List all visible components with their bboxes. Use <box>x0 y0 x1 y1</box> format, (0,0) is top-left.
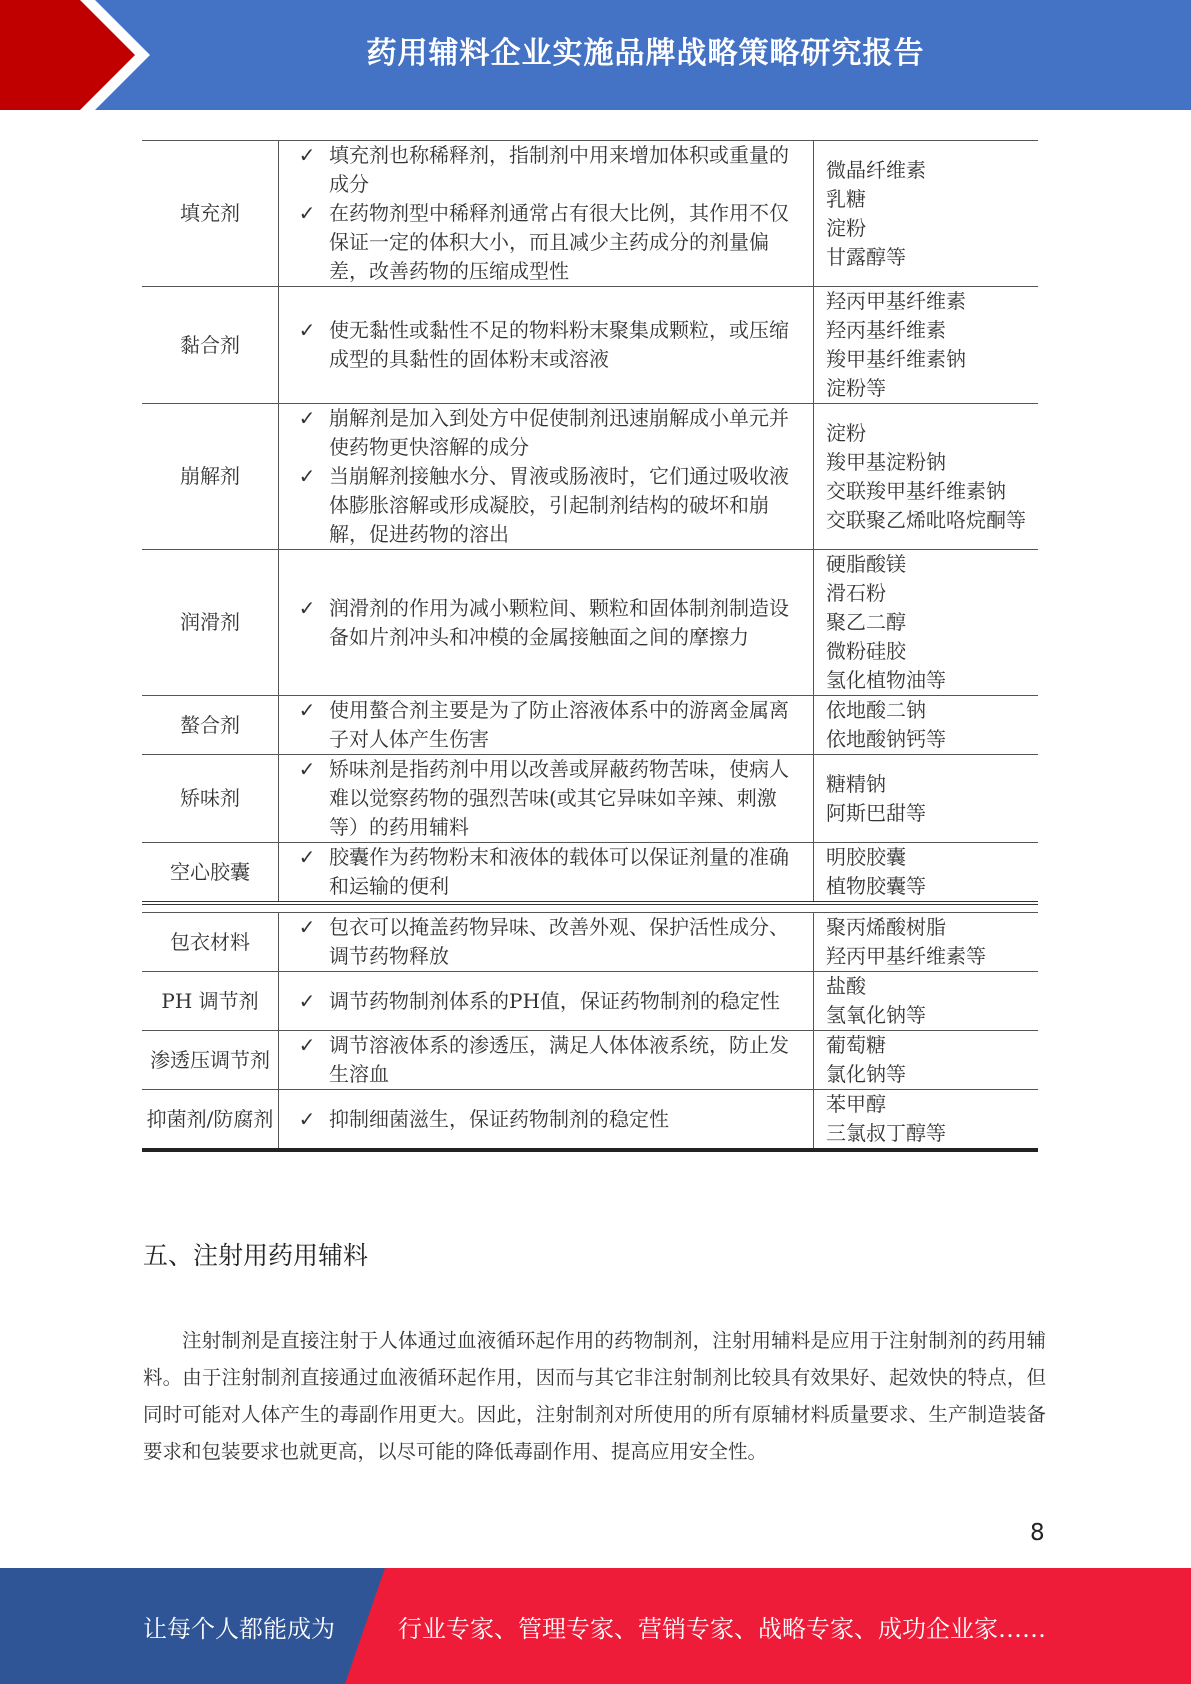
description-text: 胶囊作为药物粉末和液体的载体可以保证剂量的准确和运输的便利 <box>329 845 789 898</box>
excipient-description <box>279 287 814 404</box>
check-icon: ✓ <box>298 201 316 225</box>
check-icon: ✓ <box>298 143 316 167</box>
excipient-name: 渗透压调节剂 <box>142 1031 279 1090</box>
excipient-description <box>279 972 814 1031</box>
excipient-name: PH 调节剂 <box>142 972 279 1031</box>
excipient-table-2 <box>142 912 1038 1152</box>
description-item <box>285 755 805 842</box>
excipient-examples <box>814 755 1039 843</box>
header-chevron-decoration <box>0 0 160 110</box>
report-title: 药用辅料企业实施品牌战略策略研究报告 <box>366 36 925 71</box>
example-item: 阿斯巴甜等 <box>826 800 926 825</box>
check-icon: ✓ <box>298 988 316 1013</box>
check-icon: ✓ <box>298 595 316 620</box>
description-text: 抑制细菌滋生，保证药物制剂的稳定性 <box>329 1106 669 1131</box>
example-item: 氢氧化钠等 <box>826 1003 926 1027</box>
check-icon: ✓ <box>298 318 316 342</box>
table-row <box>142 404 1038 550</box>
footer-slogan-right: 行业专家、管理专家、营销专家、战略专家、成功企业家…… <box>398 1614 1046 1643</box>
check-icon: ✓ <box>298 698 316 722</box>
body-paragraph: 注射制剂是直接注射于人体通过血液循环起作用的药物制剂，注射用辅料是应用于注射制剂的药用辅料。由于注射制剂直接通过血液循环起作用，因而与其它非注射制剂比较具有效果好、起效快的特点，但同时可能对人体产生的毒副作用更大。因此，注射制剂对所使用的所有原辅材料质量要求、生产制造装备要求和包装要求也就更高，以尽可能的降低毒副作用、提高应用安全性。 <box>143 1329 1046 1463</box>
excipient-examples <box>814 843 1039 904</box>
description-text: 当崩解剂接触水分、胃液或肠液时，它们通过吸收液体膨胀溶解或形成凝胶，引起制剂结构的破坏和崩解，促进药物的溶出 <box>329 464 789 546</box>
check-icon: ✓ <box>298 845 316 869</box>
description-item <box>285 316 805 374</box>
table-row <box>142 1090 1038 1151</box>
example-item: 淀粉等 <box>826 376 886 400</box>
example-item: 羧甲基淀粉钠 <box>826 449 946 474</box>
description-text: 在药物剂型中稀释剂通常占有很大比例，其作用不仅保证一定的体积大小，而且减少主药成分的剂量偏差，改善药物的压缩成型性 <box>329 201 789 283</box>
excipient-examples <box>814 913 1039 972</box>
excipient-description <box>279 550 814 696</box>
example-item: 氢化植物油等 <box>826 668 946 692</box>
example-item: 聚乙二醇 <box>826 610 906 634</box>
excipient-name: 崩解剂 <box>142 404 279 550</box>
section-heading: 五、注射用药用辅料 <box>143 1241 369 1270</box>
excipient-name: 填充剂 <box>142 141 279 287</box>
table-row <box>142 755 1038 843</box>
table-row <box>142 972 1038 1031</box>
excipient-description <box>279 1031 814 1090</box>
example-item: 羧甲基纤维素钠 <box>826 347 966 371</box>
description-item <box>285 1105 805 1134</box>
excipient-description <box>279 141 814 287</box>
example-item: 聚丙烯酸树脂 <box>826 915 946 939</box>
excipient-examples <box>814 972 1039 1031</box>
excipient-name: 黏合剂 <box>142 287 279 404</box>
excipient-name: 抑菌剂/防腐剂 <box>142 1090 279 1151</box>
description-item <box>285 594 805 652</box>
description-text: 矫味剂是指药剂中用以改善或屏蔽药物苦味，使病人难以觉察药物的强烈苦味(或其它异味如辛辣、刺激等）的药用辅料 <box>329 757 789 839</box>
example-item: 苯甲醇 <box>826 1092 886 1116</box>
example-item: 羟丙甲基纤维素等 <box>826 944 986 968</box>
description-text: 润滑剂的作用为减小颗粒间、颗粒和固体制剂制造设备如片剂冲头和冲模的金属接触面之间的摩擦力 <box>329 595 789 649</box>
check-icon: ✓ <box>298 757 316 781</box>
check-icon: ✓ <box>298 406 316 430</box>
table-row <box>142 550 1038 696</box>
description-item <box>285 141 805 199</box>
excipient-examples <box>814 1090 1039 1151</box>
description-item <box>285 462 805 549</box>
example-item: 交联羧甲基纤维素钠 <box>826 478 1006 503</box>
description-item <box>285 987 805 1016</box>
table-row <box>142 843 1038 904</box>
description-item <box>285 913 805 971</box>
excipient-name: 包衣材料 <box>142 913 279 972</box>
description-text: 使用螯合剂主要是为了防止溶液体系中的游离金属离子对人体产生伤害 <box>329 698 789 751</box>
table-row <box>142 913 1038 972</box>
footer-slogan-left: 让每个人都能成为 <box>143 1614 335 1643</box>
example-item: 交联聚乙烯吡咯烷酮等 <box>826 507 1026 532</box>
excipient-description <box>279 696 814 755</box>
excipient-name: 空心胶囊 <box>142 843 279 904</box>
excipient-examples <box>814 696 1039 755</box>
excipient-name: 矫味剂 <box>142 755 279 843</box>
excipient-examples <box>814 550 1039 696</box>
excipient-description <box>279 755 814 843</box>
description-text: 填充剂也称稀释剂，指制剂中用来增加体积或重量的成分 <box>329 143 789 196</box>
description-item <box>285 1031 805 1089</box>
description-item <box>285 843 805 901</box>
page-header <box>0 0 1191 110</box>
check-icon: ✓ <box>298 1106 316 1131</box>
table-row <box>142 141 1038 287</box>
example-item: 三氯叔丁醇等 <box>826 1121 946 1145</box>
table-row <box>142 696 1038 755</box>
check-icon: ✓ <box>298 1033 316 1057</box>
excipient-description <box>279 404 814 550</box>
example-item: 氯化钠等 <box>826 1062 906 1086</box>
check-icon: ✓ <box>298 464 316 488</box>
example-item: 硬脂酸镁 <box>826 552 906 576</box>
excipient-table-1 <box>142 140 1038 905</box>
example-item: 明胶胶囊 <box>826 845 906 869</box>
page-footer <box>0 1568 1191 1684</box>
example-item: 滑石粉 <box>826 581 886 605</box>
excipient-name: 螯合剂 <box>142 696 279 755</box>
description-text: 崩解剂是加入到处方中促使制剂迅速崩解成小单元并使药物更快溶解的成分 <box>329 406 789 459</box>
description-item <box>285 404 805 462</box>
description-text: 使无黏性或黏性不足的物料粉末聚集成颗粒，或压缩成型的具黏性的固体粉末或溶液 <box>329 318 789 371</box>
example-item: 依地酸二钠 <box>826 698 926 722</box>
excipient-description <box>279 843 814 904</box>
example-item: 葡萄糖 <box>826 1033 886 1057</box>
example-item: 羟丙基纤维素 <box>826 318 946 342</box>
example-item: 羟丙甲基纤维素 <box>826 289 966 313</box>
description-text: 调节溶液体系的渗透压，满足人体体液系统，防止发生溶血 <box>329 1033 789 1086</box>
description-text: 调节药物制剂体系的PH值，保证药物制剂的稳定性 <box>329 988 780 1013</box>
check-icon: ✓ <box>298 915 316 939</box>
example-item: 淀粉 <box>826 215 866 240</box>
example-item: 淀粉 <box>826 420 866 445</box>
table-row <box>142 1031 1038 1090</box>
example-item: 糖精钠 <box>826 771 886 796</box>
example-item: 甘露醇等 <box>826 244 906 269</box>
excipient-description <box>279 913 814 972</box>
example-item: 植物胶囊等 <box>826 874 926 898</box>
excipient-name: 润滑剂 <box>142 550 279 696</box>
excipient-examples <box>814 287 1039 404</box>
example-item: 依地酸钠钙等 <box>826 727 946 751</box>
table-row <box>142 287 1038 404</box>
excipient-examples <box>814 404 1039 550</box>
description-text: 包衣可以掩盖药物异味、改善外观、保护活性成分、调节药物释放 <box>329 915 789 968</box>
description-item <box>285 696 805 754</box>
example-item: 微粉硅胶 <box>826 639 906 663</box>
example-item: 乳糖 <box>826 186 866 211</box>
example-item: 微晶纤维素 <box>826 157 926 182</box>
description-item <box>285 199 805 286</box>
page-number: 8 <box>1030 1520 1045 1546</box>
example-item: 盐酸 <box>826 974 866 998</box>
excipient-examples <box>814 1031 1039 1090</box>
excipient-description <box>279 1090 814 1151</box>
excipient-examples <box>814 141 1039 287</box>
